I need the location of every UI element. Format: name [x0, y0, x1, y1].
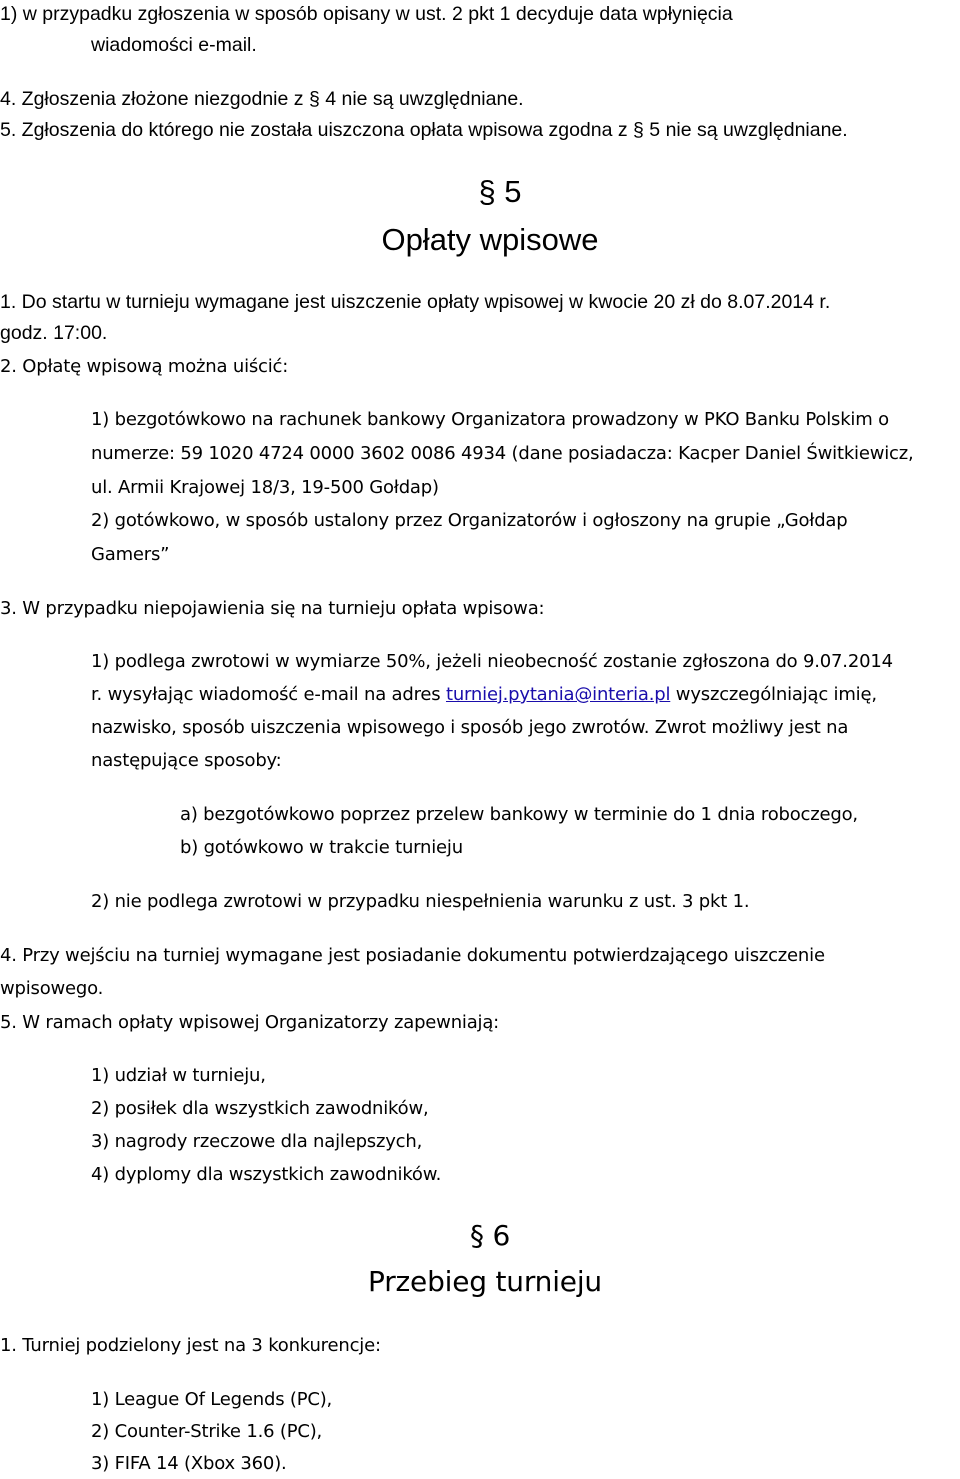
sub-list-item: b) gotówkowo w trakcie turnieju [180, 837, 463, 858]
list-item: 2) gotówkowo, w sposób ustalony przez Organizatorów i ogłoszony na grupie „Gołdap [91, 510, 848, 531]
section-title: Opłaty wpisowe [381, 222, 599, 257]
text-line: 1) w przypadku zgłoszenia w sposób opisany w ust. 2 pkt 1 decyduje data wpłynięcia [0, 3, 733, 25]
list-item [91, 683, 877, 707]
paragraph-line: godz. 17:00. [0, 322, 108, 344]
paragraph-line: wpisowego. [0, 978, 104, 999]
email-link[interactable]: turniej.pytania@interia.pl [445, 684, 671, 705]
list-item: 3) nagrody rzeczowe dla najlepszych, [91, 1131, 423, 1152]
list-item: 1) udział w turnieju, [91, 1065, 266, 1086]
paragraph-line: 5. W ramach opłaty wpisowej Organizatorzy zapewniają: [0, 1012, 500, 1033]
list-item: nazwisko, sposób uiszczenia wpisowego i sposób jego zwrotów. Zwrot możliwy jest na [91, 717, 849, 738]
list-item: numerze: 59 1020 4724 0000 3602 0086 4934 (dane posiadacza: Kacper Daniel Świtkiewicz, [91, 443, 914, 464]
list-item: 1) bezgotówkowo na rachunek bankowy Organizatora prowadzony w PKO Banku Polskim o [91, 409, 889, 430]
list-item: ul. Armii Krajowej 18/3, 19-500 Gołdap) [91, 477, 439, 498]
list-item: 1) League Of Legends (PC), [91, 1389, 333, 1410]
list-item: następujące sposoby: [91, 750, 282, 771]
section-number: § 5 [478, 174, 522, 209]
paragraph-line: 2. Opłatę wpisową można uiścić: [0, 356, 289, 377]
sub-list-item: a) bezgotówkowo poprzez przelew bankowy w terminie do 1 dnia roboczego, [180, 804, 858, 825]
list-item: 4) dyplomy dla wszystkich zawodników. [91, 1164, 442, 1185]
list-item: Gamers” [91, 544, 170, 565]
list-item: 2) nie podlega zwrotowi w przypadku niespełnienia warunku z ust. 3 pkt 1. [91, 891, 750, 912]
paragraph-line: 3. W przypadku niepojawienia się na turnieju opłata wpisowa: [0, 598, 545, 619]
paragraph-line: 4. Przy wejściu na turniej wymagane jest posiadanie dokumentu potwierdzającego uiszczenie [0, 945, 825, 966]
list-item: 3) FIFA 14 (Xbox 360). [91, 1453, 287, 1474]
text-line: 4. Zgłoszenia złożone niezgodnie z § 4 nie są uwzględniane. [0, 88, 524, 110]
list-item: 2) posiłek dla wszystkich zawodników, [91, 1098, 429, 1119]
list-item-text: r. wysyłając wiadomość e-mail na adres [91, 684, 446, 705]
list-item-text: wyszczególniając imię, [670, 684, 877, 705]
list-item: 1) podlega zwrotowi w wymiarze 50%, jeżeli nieobecność zostanie zgłoszona do 9.07.2014 [91, 651, 893, 672]
paragraph-line: 1. Turniej podzielony jest na 3 konkurencje: [0, 1335, 381, 1356]
paragraph-line: 1. Do startu w turnieju wymagane jest uiszczenie opłaty wpisowej w kwocie 20 zł do 8.07.2014 r. [0, 291, 831, 313]
section-number: § 6 [469, 1219, 511, 1252]
section-title: Przebieg turnieju [368, 1265, 602, 1298]
text-line: wiadomości e-mail. [91, 34, 257, 56]
text-line: 5. Zgłoszenia do którego nie została uiszczona opłata wpisowa zgodna z § 5 nie są uwzględniane. [0, 119, 848, 141]
list-item: 2) Counter-Strike 1.6 (PC), [91, 1421, 323, 1442]
